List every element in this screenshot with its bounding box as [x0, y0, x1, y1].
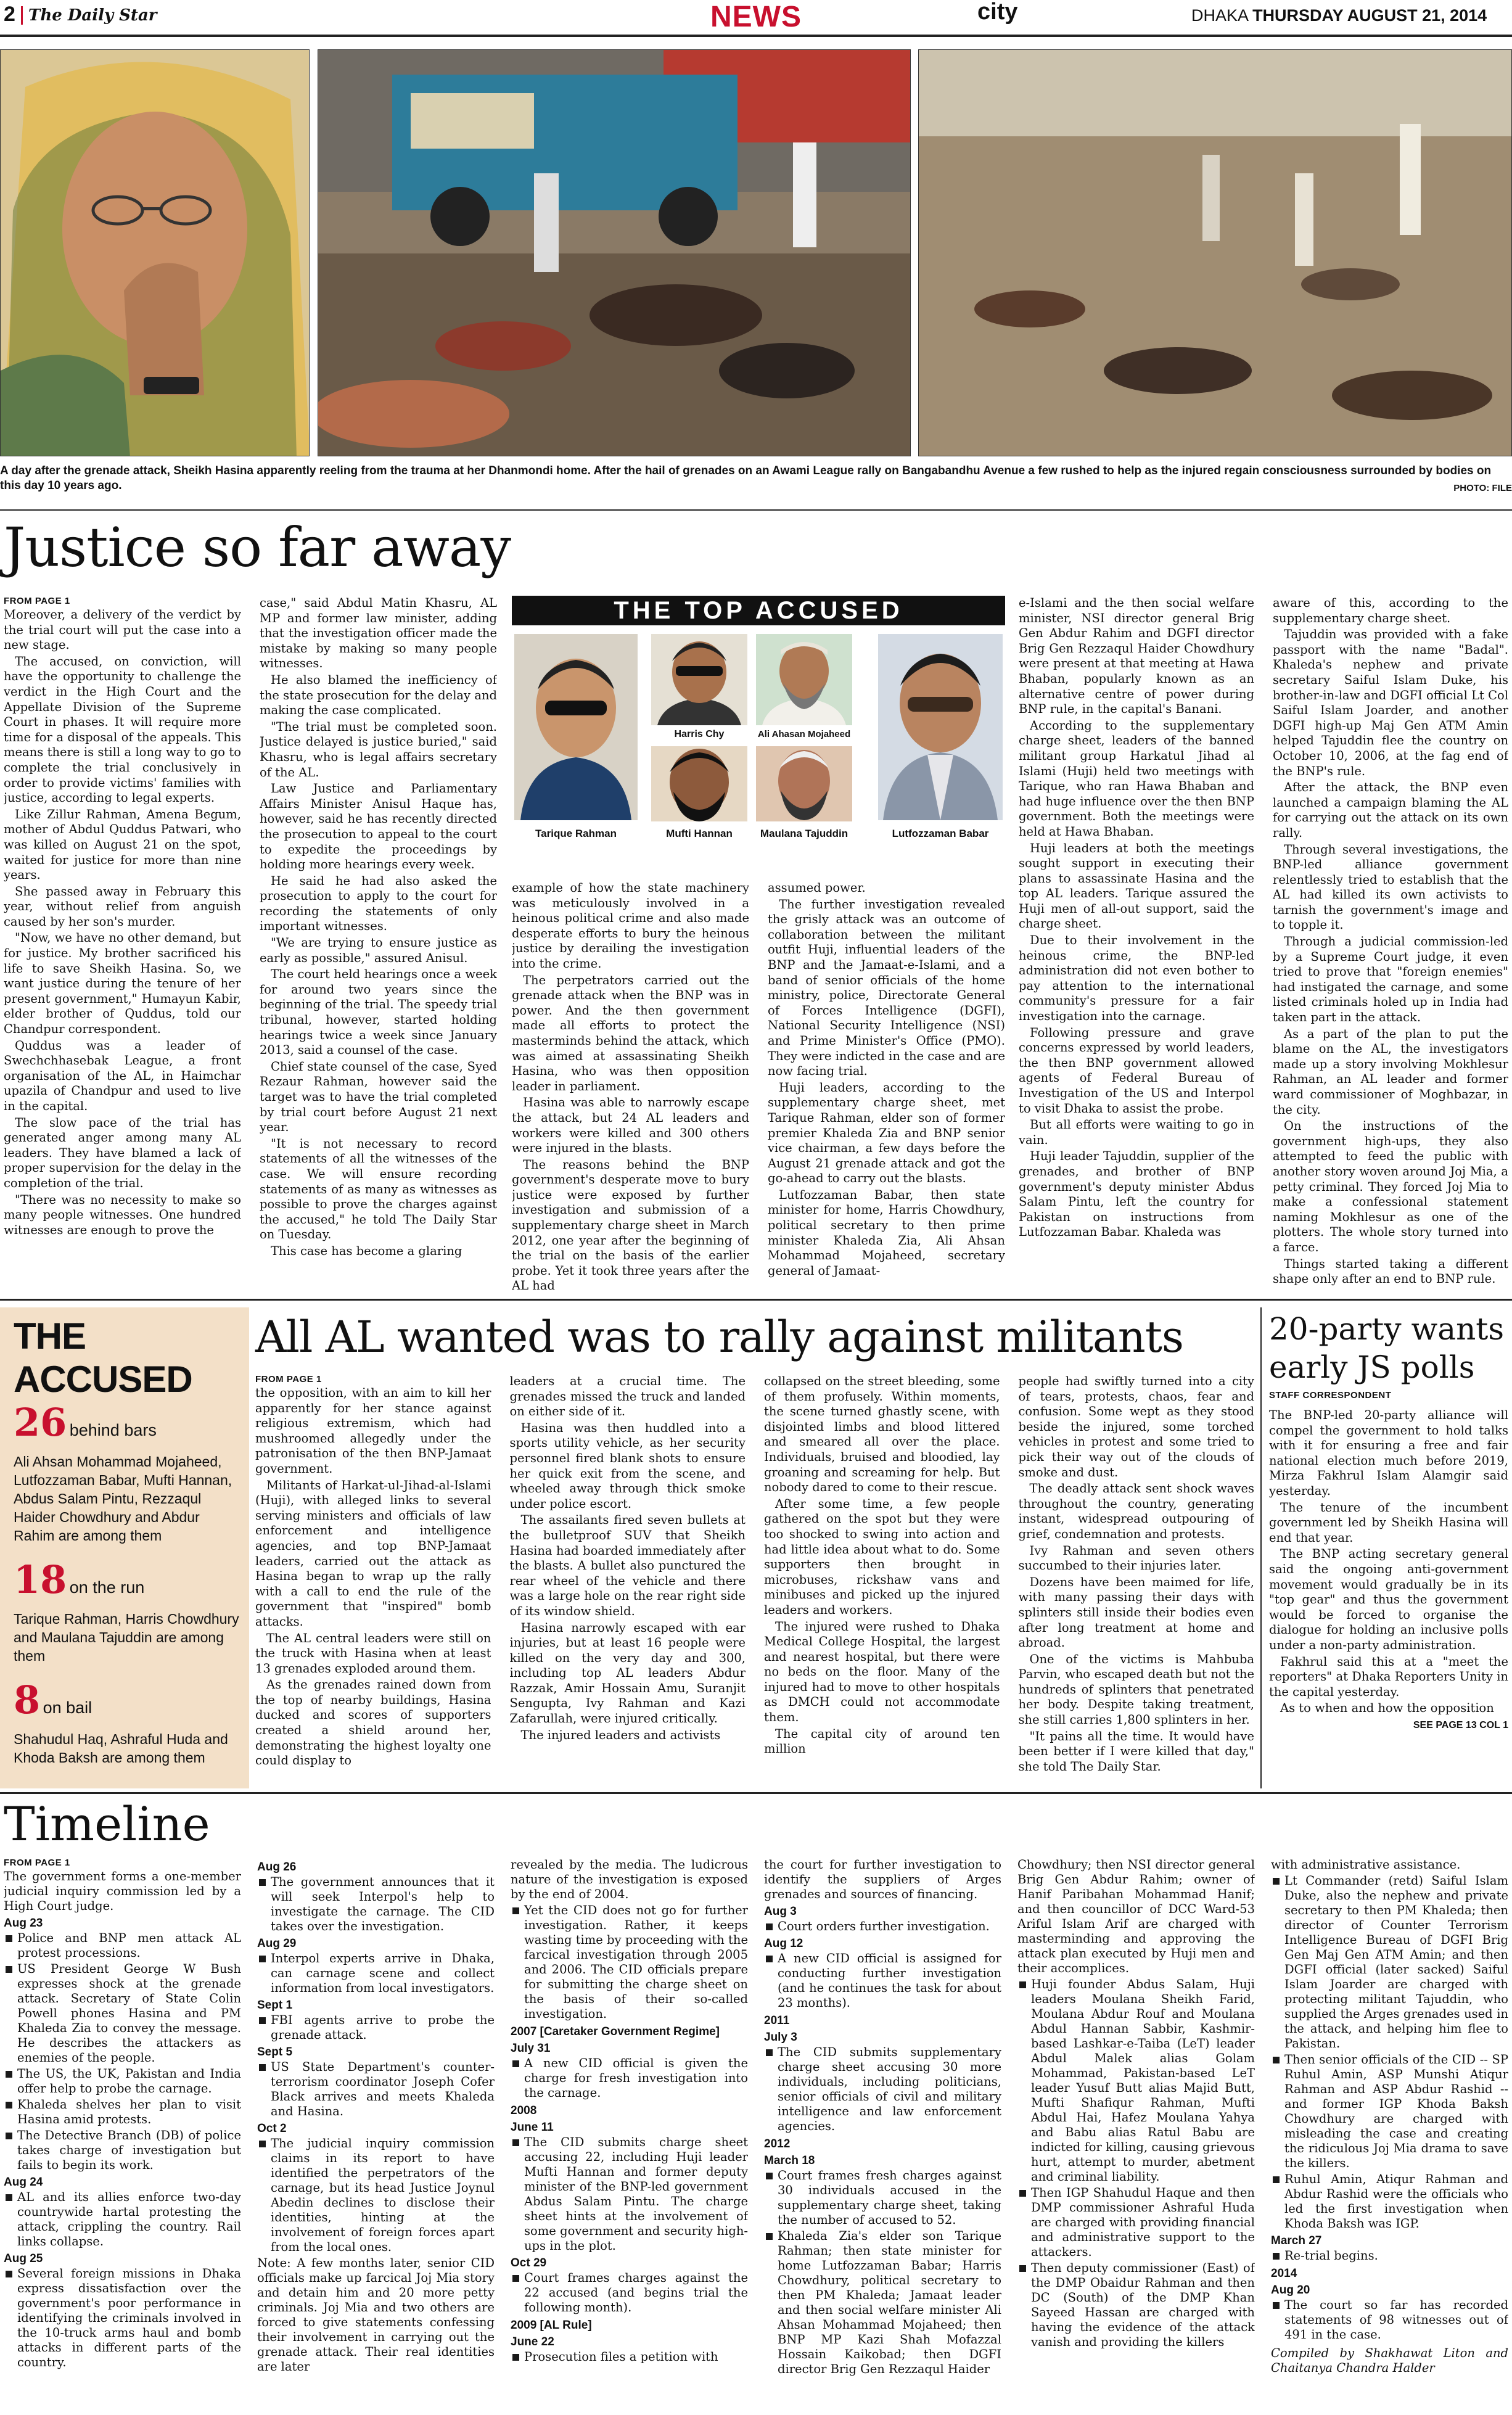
timeline-year: 2009 [AL Rule] [511, 2319, 592, 2332]
justice-para: case," said Abdul Matin Khasru, AL MP and former law minister, adding that the investigation officer made the mistake by making so many people witnesses. [260, 596, 497, 671]
accused-group [14, 1400, 240, 1545]
justice-from-page: FROM PAGE 1 [4, 596, 70, 606]
justice-para: The further investigation revealed the grisly attack was an outcome of collaboration between the militant outfit Huji, influential leaders of the BNP and the Jamaat-e-Islami, and a band of senior officials of the home ministry, police, Directorate General of Forces Intelligence (DGFI), National Security Intelligence (NSI) and Prime Minister's Office (PMO). They were indicted in the case and are now facing trial. [768, 897, 1005, 1079]
timeline-note: the court for further investigation to identify the suppliers of Arges grenades and sources of financing. [764, 1858, 1001, 1901]
timeline-date: Aug 29 [257, 1937, 297, 1950]
hannan-face-illustration [651, 746, 747, 821]
party20-headline: 20-party wants early JS polls [1269, 1311, 1505, 1385]
rally-para: Dozens have been maimed for life, with many passing their days with splinters still inside their bodies even after long treatment at home and abroad. [1018, 1574, 1254, 1650]
photo-credit: PHOTO: FILE [1453, 483, 1512, 493]
timeline-date: Sept 1 [257, 1999, 293, 2012]
rally-para: The injured leaders and activists [520, 1727, 721, 1742]
timeline-event: Court frames charges against the 22 accused (and begins trial the following month). [511, 2271, 748, 2315]
rally-col-4 [1019, 1374, 1255, 1788]
tajuddin-face-illustration [756, 746, 852, 821]
photo-caption-text: A day after the grenade attack, Sheikh Hasina apparently reeling from the trauma at her Dhanmondi home. After the hail of grenades on an Awami League rally on Bangabandhu Avenue a few rushed to help as the injured regain consciousness surrounded by bodies on this day 10 years ago. [0, 464, 1492, 492]
rally-para: The injured were rushed to Dhaka Medical College Hospital, the largest and nearest hospital, but there were no beds on the floor. Many of the injured had to move to other hospitals as DMCH could not accommodate them. [764, 1619, 1000, 1725]
justice-para: Moreover, a delivery of the verdict by the trial court will put the case into a new stage. [4, 607, 241, 652]
timeline-credit: Compiled by Shakhawat Liton and Chaitanya Chandra Halder [1271, 2346, 1508, 2375]
justice-para: "It is not necessary to record statements of all the witnesses of the case. We will ensure recording statements of as many as witnesses as possible to prove the charges against the accused," he told The Daily Star on Tuesday. [260, 1136, 497, 1242]
party20-para: The BNP-led 20-party alliance will compel the government to hold talks with it for ensuring a free and fair national election much before 2019, Mirza Fakhrul Islam Alamgir said yesterday. [1269, 1408, 1508, 1498]
rally-para: "It pains all the time. It would have been better if I were killed that day," she told The Daily Star. [1018, 1729, 1254, 1774]
accused-photo-tarique-rahman [514, 634, 638, 820]
rally-para: Hasina narrowly escaped with ear injuries, but at least 16 people were killed on the very day and 300, including top AL leaders Abdur Razzak, Amir Hossain Amu, Suranjit Sengupta, Ivy Rahman and Kazi Zafarullah, were injured critically. [509, 1620, 746, 1726]
justice-para: But all efforts were waiting to go in vain. [1019, 1117, 1254, 1147]
rally-para: One of the victims is Mahbuba Parvin, who escaped death but not the hundreds of splinters that penetrated her body. Despite taking treatment, she still carries 1,800 splinters in her. [1018, 1652, 1254, 1727]
timeline-event: The US, the UK, Pakistan and India offer help to probe the carnage. [4, 2067, 241, 2096]
timeline-event: Yet the CID does not go for further investigation. Rather, it keeps wasting time by proceeding with the farcical investigation through 2005 and 2006. The CID officials prepare for submitting the charge sheet on the basis of their so-called investigation. [511, 1903, 748, 2022]
timeline-year: 2011 [764, 2014, 790, 2027]
page-number: 2 [4, 2, 15, 26]
timeline-date: Aug 20 [1271, 2284, 1310, 2297]
timeline-col-4 [764, 1858, 1001, 2413]
justice-para: "We are trying to ensure justice as early as possible," assured Anisul. [260, 936, 497, 965]
timeline-event: US President George W Bush expresses shock at the grenade attack. Secretary of State Colin Powell phones Hasina and PM Khaleda Zia to convey the message. He describes the attackers as enemies of the people. [4, 1962, 241, 2065]
justice-para: Through a judicial commission-led by a Supreme Court judge, it even tried to prove that "foreign enemies" had instigated the carnage, and some listed criminals holed up in India had taken part in the attack. [1273, 934, 1508, 1025]
top-accused-heading: THE TOP ACCUSED [512, 596, 1005, 625]
rally-para: collapsed on the street bleeding, some of them profusely. Within moments, the scene turned ghastly scene, with disjointed limbs and blood littered and smeared all over the place. Individuals, bruised and bloodied, lay groaning and screaming for help. But nobody dared to come to their rescue. [764, 1374, 1000, 1495]
justice-para: example of how the state machinery was meticulously involved in a heinous political crime and also made desperate efforts to bury the heinous justice by derailing the investigation into the crime. [512, 881, 749, 971]
accused-count-label: behind bars [69, 1421, 157, 1439]
justice-col-3 [512, 881, 749, 1294]
justice-columns-middle [512, 881, 1005, 1294]
accused-photo-mufti-hannan [651, 746, 747, 821]
rally-para: The assailants fired seven bullets at the bulletproof SUV that Sheikh Hasina had boarded immediately after the blasts. A bullet also punctured the rear wheel of the vehicle and there was a large hole on the rear right side of its window shield. [509, 1513, 746, 1618]
timeline-heading: Timeline [4, 1796, 210, 1851]
accused-photo-maulana-tajuddin [756, 746, 852, 821]
timeline-year: 2012 [764, 2137, 791, 2150]
rally-col-1 [255, 1374, 491, 1788]
justice-para: Through several investigations, the BNP-led alliance government relentlessly tried to establish that the AL had killed its own activists to tarnish the government's image and to topple it. [1273, 842, 1508, 932]
justice-para: The slow pace of the trial has generated anger among many AL leaders. They have blamed a lack of proper supervision for the delay in the completion of the trial. [4, 1115, 241, 1190]
party20-para: Fakhrul said this at a "meet the reporters" at Dhaka Reporters Unity in the capital yesterday. [1269, 1654, 1508, 1699]
justice-para: Chief state counsel of the case, Syed Rezaur Rahman, however said the target was to have the trial completed by trial court before August 21 next year. [260, 1059, 497, 1135]
justice-para: Things started taking a different shape only after an end to BNP rule. [1273, 1256, 1508, 1286]
rally-headline: All AL wanted was to rally against militants [255, 1312, 1183, 1362]
timeline-event: US State Department's counter-terrorism coordinator Joseph Cofer Black arrives and meets Khaleda and Hasina. [257, 2060, 495, 2119]
timeline-note: revealed by the media. The ludicrous nature of the investigation is exposed by the end of 2004. [511, 1858, 748, 1901]
rally-para: leaders at a crucial time. The grenades missed the truck and landed on either side of it. [509, 1374, 746, 1419]
timeline-date: Oct 2 [257, 2122, 287, 2135]
justice-para: As a part of the plan to put the blame on the AL, the investigators made up a story involving Mokhlesur Rahman, an AL leader and former ward commissioner of Moghbazar, in the city. [1273, 1026, 1508, 1117]
timeline-event: The CID submits supplementary charge sheet accusing 30 more individuals, including politicians, senior officials of civil and military intelligence and law enforcement agencies. [764, 2045, 1001, 2134]
timeline-year: 2007 [Caretaker Government Regime] [511, 2025, 720, 2038]
timeline-event: Then IGP Shahudul Haque and then DMP commissioner Ashraful Huda are charged with providing financial and administrative support to the attackers. [1017, 2186, 1255, 2260]
timeline-event: Then deputy commissioner (East) of the DMP Obaidur Rahman and then DC (South) of the DMP Khan Sayeed Hassan are charged with having the evidence of the attack vanish and providing the killers [1017, 2261, 1255, 2350]
party20-para: The BNP acting secretary general said the ongoing anti-government movement would gradually be in its "top gear" and thus the government would be forced to organise the dialogue for holding an inclusive polls under a non-party administration. [1269, 1547, 1508, 1652]
rally-col-3 [764, 1374, 1000, 1788]
justice-para: He said he had also asked the prosecution to apply to the court for recording the statements of only important witnesses. [260, 873, 497, 934]
timeline-event: A new CID official is assigned for conducting further investigation (and he continues the task for about 23 months). [764, 1951, 1001, 2010]
accused-name-tarique-rahman: Tarique Rahman [535, 828, 617, 839]
justice-para: This case has become a glaring [271, 1243, 462, 1258]
avenue-photo-illustration [919, 50, 1512, 456]
timeline-date: June 11 [511, 2121, 554, 2134]
hasina-photo-illustration [1, 50, 310, 456]
timeline-event: Interpol experts arrive in Dhaka, can carnage scene and collect information from local investigators. [257, 1951, 495, 1996]
timeline-note: The government forms a one-member judicial inquiry commission led by a High Court judge. [4, 1869, 241, 1913]
justice-col-4 [768, 881, 1005, 1294]
dateline-city: DHAKA [1191, 6, 1248, 25]
timeline-date: Aug 25 [4, 2252, 43, 2265]
timeline-date: July 3 [764, 2031, 797, 2044]
party20-byline: STAFF CORRESPONDENT [1269, 1390, 1392, 1401]
party20-story [1269, 1310, 1508, 1788]
justice-col-6 [1273, 596, 1508, 1294]
justice-para: After the attack, the BNP even launched a campaign blaming the AL for carrying out the attack on its own rally. [1273, 780, 1508, 840]
timeline-event: Then senior officials of the CID -- SP Ruhul Amin, ASP Munshi Atiqur Rahman and ASP Abdur Rashid -- and former IGP Khoda Baksh Chowdhury are charged with misleading the case and creating the ridiculous Joj Mia drama to save the killers. [1271, 2052, 1508, 2171]
timeline-event: The Detective Branch (DB) of police takes charge of investigation but fails to begin its work. [4, 2128, 241, 2173]
justice-para: According to the supplementary charge sheet, leaders of the banned militant group Harkatul Jihad al Islami (Huji) held two meetings with Tarique, who ran Hawa Bhaban and had huge influence over the then BNP government. Both the meetings were held at Hawa Bhaban. [1019, 718, 1254, 839]
justice-para: The perpetrators carried out the grenade attack when the BNP was in power. And the then government made all efforts to protect the masterminds behind the attack, which was aimed at assassinating Sheikh Hasina, who was then opposition leader in parliament. [512, 973, 749, 1093]
justice-para: Tajuddin was provided with a fake passport with the name "Badal". Khaleda's nephew and private secretary Saiful Islam Duke, his brother-in-law and DGFI official Lt Col Saiful Islam Joarder, and another DGFI high-up Maj Gen ATM Amin helped Tajuddin flee the country on October 10, 2006, at the fag end of the BNP's rule. [1273, 627, 1508, 778]
rally-para: After some time, a few people gathered on the spot but they were too shocked to swing into action and had little idea about what to do. Some supporters then brought in microbuses, rickshaw vans and minibuses and picked up the injured leaders and workers. [764, 1496, 1000, 1617]
timeline-event: The government announces that it will seek Interpol's help to investigate the carnage. The CID takes over the investigation. [257, 1875, 495, 1934]
timeline-col-3 [511, 1858, 748, 2413]
justice-col-1 [4, 596, 241, 1294]
rally-para: The AL central leaders were still on the truck with Hasina when at least 13 grenades exploded around them. [255, 1631, 491, 1676]
justice-col-5 [1019, 596, 1254, 1294]
accused-name-ali-ahasan-mojaheed: Ali Ahasan Mojaheed [757, 729, 851, 739]
timeline-col-2 [257, 1858, 495, 2413]
timeline-event: Court frames fresh charges against 30 individuals accused in the supplementary charge sheet, taking the number of accused to 52. [764, 2168, 1001, 2228]
masthead-rule [0, 35, 1512, 37]
dateline [1191, 6, 1487, 25]
section-rule-2 [0, 1792, 1512, 1794]
timeline-event: Police and BNP men attack AL protest processions. [4, 1931, 241, 1960]
justice-para: Huji leaders at both the meetings sought support in executing their plans to assassinate Hasina and the top AL leaders. Tarique assured the Huji men of all-out support, said the charge sheet. [1019, 841, 1254, 931]
timeline-date: Aug 26 [257, 1861, 297, 1874]
accused-names: Ali Ahsan Mohammad Mojaheed, Lutfozzaman Babar, Mufti Hannan, Abdus Salam Pintu, Rezzaqul Haider Chowdhury and Abdur Rahim are among them [14, 1454, 232, 1544]
justice-para: On the instructions of the government high-ups, they also attempted to feed the public with another story woven around Joj Mia, a petty criminal. They forced Joj Mia to make a confessional statement naming Mokhlesur as one of the plotters. The whole story turned into a farce. [1273, 1119, 1508, 1254]
justice-para: Due to their involvement in the heinous crime, the BNP-led administration did not even bother to pay attention to the international community's pressure for a fair investigation into the carnage. [1019, 933, 1254, 1024]
timeline-note: with administrative assistance. [1271, 1858, 1461, 1872]
justice-para: Quddus was a leader of Swechchhasebak League, a front organisation of the AL, in Haimchar upazila of Chandpur and used to live in the capital. [4, 1038, 241, 1113]
accused-count: 18 [14, 1557, 67, 1602]
timeline-date: Sept 5 [257, 2046, 293, 2059]
timeline-date: Aug 12 [764, 1937, 803, 1950]
rally-from-page: FROM PAGE 1 [255, 1374, 322, 1384]
rally-col-2 [510, 1374, 746, 1788]
photo-caption-rule [0, 509, 1512, 511]
timeline-event: Khaleda Zia's elder son Tarique Rahman; then state minister for home Lutfozzaman Babar; Harris Chowdhury, political secretary to then PM Khaleda; Jamaat leader and then social welfare minister Ali Ahsan Mohammad Mojaheed; then BNP MP Kazi Shah Mofazzal Hossain Kaikobad; then DGFI director Brig Gen Rezzaqul Haider [764, 2229, 1001, 2377]
timeline-event: Ruhul Amin, Atiqur Rahman and Abdur Rashid were the officials who led the first investigation when Khoda Baksh was IGP. [1271, 2172, 1508, 2231]
justice-para: "The trial must be completed soon. Justice delayed is justice buried," said Khasru, who is legal affairs secretary of the AL. [260, 719, 497, 780]
timeline-event: Huji founder Abdus Salam, Huji leaders Moulana Sheikh Farid, Moulana Abdur Rouf and Moulana Abdul Hannan Sabbir, Kashmir-based Lashkar-e-Taiba (LeT) leader Abdul Malek alias Golam Mohammad, Pakistan-based LeT leader Yusuf Butt alias Majid Butt, Mufti Shafiqur Rahman, Mufti Abdul Hai, Hafez Moulana Yahya and Babu alias Ratul Babu are indicted for killing, causing grievous hurt, attempt to murder, abetment and criminal liability. [1017, 1977, 1255, 2184]
paper-name: The Daily Star [28, 6, 157, 25]
timeline-col-5 [1017, 1858, 1255, 2413]
justice-para: He also blamed the inefficiency of the state prosecution for the delay and making the case complicated. [260, 672, 497, 718]
justice-para: assumed power. [768, 881, 866, 895]
party20-body [1269, 1408, 1508, 1718]
accused-names: Tarique Rahman, Harris Chowdhury and Maulana Tajuddin are among them [14, 1611, 239, 1664]
timeline-event: The court so far has recorded statements of 98 witnesses out of 491 in the case. [1271, 2298, 1508, 2342]
rally-para: Hasina was then huddled into a sports utility vehicle, as her security personnel fired blank shots to ensure her quick exit from the scene, and wheeled away through thick smoke under police escort. [509, 1420, 746, 1511]
accused-group [14, 1557, 240, 1665]
accused-group [14, 1677, 240, 1767]
party20-divider [1260, 1307, 1262, 1788]
justice-para: Lutfozzaman Babar, then state minister for home, Harris Chowdhury, political secretary to then prime minister Khaleda Zia, Ali Ahsan Mohammad Mojaheed, secretary general of Jamaat- [768, 1187, 1005, 1278]
rally-para: Ivy Rahman and seven others succumbed to their injuries later. [1018, 1543, 1254, 1573]
timeline-from-page: FROM PAGE 1 [4, 1858, 70, 1868]
rally-para: The capital city of around ten million [764, 1726, 1000, 1756]
timeline-date: Aug 23 [4, 1917, 43, 1930]
timeline-event: Khaleda shelves her plan to visit Hasina amid protests. [4, 2097, 241, 2127]
accused-photo-ali-ahasan-mojaheed [756, 634, 852, 725]
accused-name-mufti-hannan: Mufti Hannan [666, 828, 733, 839]
rally-para: Militants of Harkat-ul-Jihad-al-Islami (Huji), with alleged links to several serving ministers and officials of law enforcement and intelligence agencies, and top BNP-Jamaat leaders, carried out the attack as Hasina began to wrap up the rally with a call to end the rule of the government that "inspired" bomb attacks. [255, 1478, 491, 1629]
timeline-event: The judicial inquiry commission claims in its report to have identified the perpetrators of the carnage, but its head Justice Joynul Abedin declines to disclose their identities, hinting at the involvement of foreign forces apart from the local ones. [257, 2136, 495, 2255]
subsection-name: city [977, 0, 1018, 25]
tarique-face-illustration [514, 634, 638, 820]
timeline-col-6 [1271, 1858, 1508, 2413]
justice-para: Huji leader Tajuddin, supplier of the grenades, and brother of BNP government's deputy minister Abdus Salam Pintu, left the country for Pakistan on instructions from Lutfozzaman Babar. Khaleda was [1019, 1149, 1254, 1240]
timeline-event: Lt Commander (retd) Saiful Islam Duke, also the nephew and private secretary to then PM Khaleda; then director of Counter Terrorism Intelligence Bureau of DGFI Brig Gen Maj Gen ATM Amin; and then DGFI official (later sacked) Saiful Islam Joarder are charged with protecting militant Tajuddin, who supplied the Arges grenades used in the attack, and helping him flee to Pakistan. [1271, 1874, 1508, 2051]
rally-columns [255, 1374, 1254, 1788]
timeline-date: Oct 29 [511, 2257, 547, 2269]
timeline-columns [4, 1858, 1508, 2413]
masthead [0, 0, 1512, 35]
timeline-year: 2008 [511, 2104, 537, 2117]
section-rule-1 [0, 1299, 1512, 1301]
accused-names: Shahudul Haq, Ashraful Huda and Khoda Baksh are among them [14, 1731, 228, 1766]
accused-box [0, 1307, 249, 1788]
accused-photo-harris-chy [651, 634, 747, 725]
accused-count-label: on bail [43, 1698, 92, 1717]
accused-count: 8 [14, 1677, 41, 1722]
justice-columns-right [1019, 596, 1508, 1294]
timeline-event: The CID submits charge sheet accusing 22, including Huji leader Mufti Hannan and former deputy minister of the BNP-led government Abdus Salam Pintu. The charge sheet hints at the involvement of some government and security high-ups in the plot. [511, 2135, 748, 2253]
justice-para: The reasons behind the BNP government's desperate move to bury justice were exposed by further investigation and submission of a supplementary charge sheet in March 2012, one year after the beginning of the trial on the basis of the earlier probe. Yet it took three years after the AL had [512, 1157, 749, 1293]
accused-name-lutfozzaman-babar: Lutfozzaman Babar [892, 828, 989, 839]
timeline-note: Chowdhury; then NSI director general Brig Gen Abdur Rahim; owner of Hanif Paribahan Mohammad Hanif; and then councillor of DCC Ward-53 Ariful Islam Arif are charged with masterminding and approving the attack plan executed by Huji men and their accomplices. [1017, 1858, 1255, 1975]
justice-para: The accused, on conviction, will have the opportunity to challenge the verdict in the High Court and the Appellate Division of the Supreme Court in phases. It will require more time for a disposal of the appeals. This means there is still a long way to go to complete the trial conclusively in order to provide victims' families with justice, according to legal experts. [4, 654, 241, 805]
justice-para: Following pressure and grave concerns expressed by world leaders, the then BNP government allowed agents of Federal Bureau of Investigation of the US and Interpol to visit Dhaka to assist the probe. [1019, 1025, 1254, 1116]
justice-para: "There was no necessity to make so many people witnesses. One hundred witnesses are enough to prove the [4, 1192, 241, 1237]
timeline-note: Note: A few months later, senior CID officials make up farcical Joj Mia story and detain him and 20 more petty criminals. Joj Mia and two others are forced to give statements confessing their involvement in carrying out the grenade attack. Their real identities are later [257, 2256, 495, 2374]
photo-injured-on-avenue [918, 49, 1512, 456]
timeline-col-1 [4, 1858, 241, 2413]
justice-para: Like Zillur Rahman, Amena Begum, mother of Abdul Quddus Patwari, who was killed on August 21 on the spot, waited for justice for more than nine years. [4, 807, 241, 882]
rally-para: As the grenades rained down from the top of nearby buildings, Hasina ducked and scores of supporters created a shield around her, demonstrating the highest loyalty one could display to [255, 1677, 491, 1768]
party20-jump[interactable]: SEE PAGE 13 COL 1 [1413, 1719, 1508, 1730]
justice-para: Hasina was able to narrowly escape the attack, but 24 AL leaders and workers were killed and 300 others were injured in the blasts. [512, 1095, 749, 1156]
timeline-event: AL and its allies enforce two-day countrywide hartal protesting the attack, crippling the country. Rail links collapse. [4, 2190, 241, 2249]
accused-box-title: THE ACCUSED [14, 1315, 192, 1400]
timeline-date: July 31 [511, 2042, 551, 2055]
timeline-event: Several foreign missions in Dhaka express dissatisfaction over the government's poor performance in identifying the criminals involved in the 10-truck arms haul and bomb attacks in different parts of the country. [4, 2266, 241, 2370]
photo-grenade-aftermath-truck [318, 49, 911, 456]
timeline-event: Re-trial begins. [1271, 2248, 1508, 2263]
harris-face-illustration [651, 634, 747, 725]
justice-para: "Now, we have no other demand, but for justice. My brother sacrificed his life to save Sheikh Hasina. So, we want justice during the tenure of her present government," Humayun Kabir, elder brother of Quddus, told our Chandpur correspondent. [4, 931, 241, 1037]
party20-para: As to when and how the opposition [1280, 1701, 1494, 1716]
timeline-event: Prosecution files a petition with [511, 2350, 748, 2364]
timeline-date: Aug 3 [764, 1905, 797, 1918]
mojaheed-face-illustration [756, 634, 852, 725]
section-name: NEWS [710, 1, 802, 33]
accused-count-label: on the run [69, 1578, 145, 1597]
accused-name-maulana-tajuddin: Maulana Tajuddin [760, 828, 848, 839]
timeline-date: Aug 24 [4, 2176, 43, 2189]
justice-para: She passed away in February this year, without relief from anguish caused by her son's murder. [4, 884, 241, 929]
timeline-event: FBI agents arrive to probe the grenade attack. [257, 2013, 495, 2043]
photo-hasina-reeling [0, 49, 310, 456]
page-number-divider [21, 6, 23, 25]
timeline-year: 2014 [1271, 2267, 1297, 2280]
justice-para: Law Justice and Parliamentary Affairs Minister Anisul Haque has, however, said he has recently directed the prosecution to appeal to the court to expedite the proceedings by holding more hearings every week. [260, 781, 497, 872]
justice-para: Huji leaders, according to the supplementary charge sheet, met Tarique Rahman, elder son of former premier Khaleda Zia and BNP senior vice chairman, a few days before the August 21 grenade attack and got the go-ahead to carry out the blasts. [768, 1080, 1005, 1186]
timeline-date: March 18 [764, 2154, 815, 2167]
party20-para: The tenure of the incumbent government led by Sheikh Hasina will end that year. [1269, 1500, 1508, 1545]
dateline-date: THURSDAY AUGUST 21, 2014 [1252, 6, 1487, 25]
aftermath-photo-illustration [318, 50, 911, 456]
timeline-date: March 27 [1271, 2234, 1322, 2247]
rally-para: the opposition, with an aim to kill her apparently for her stance against religious extremism, which had mushroomed allegedly under the patronisation of the then BNP-Jamaat government. [255, 1386, 491, 1476]
rally-para: people had swiftly turned into a city of tears, protests, chaos, fear and confusion. Some wept as they stood beside the injured, some torched vehicles in protest and some tried to pick their way out of the clouds of smoke and dust. [1018, 1374, 1254, 1479]
accused-name-harris-chy: Harris Chy [674, 729, 725, 739]
justice-para: aware of this, according to the supplementary charge sheet. [1273, 596, 1508, 625]
top-accused-panel [512, 596, 1005, 867]
babar-face-illustration [878, 634, 1003, 820]
timeline-date: June 22 [511, 2335, 554, 2348]
justice-para: The court held hearings once a week for around two years since the beginning of the trial. The speedy trial tribunal, however, started holding hearings twice a week since January 2013, said a counsel of the case. [260, 967, 497, 1058]
timeline-event: Court orders further investigation. [764, 1919, 1001, 1934]
rally-para: The deadly attack sent shock waves throughout the country, generating instant, widespread outpouring of grief, condemnation and protests. [1018, 1481, 1254, 1541]
timeline-event: A new CID official is given the charge for fresh investigation into the carnage. [511, 2056, 748, 2100]
accused-photo-lutfozzaman-babar [878, 634, 1003, 820]
justice-headline: Justice so far away [4, 516, 511, 579]
justice-columns-left [4, 596, 497, 1294]
justice-col-2 [260, 596, 497, 1294]
photo-caption [0, 464, 1512, 496]
justice-para: e-Islami and the then social welfare minister, NSI director general Brig Gen Abdur Rahim and DGFI director Brig Gen Rezzaqul Haider Chowdhury were present at that meeting at Hawa Bhaban, popularly known as an alternative centre of power during BNP rule, in the capital's Banani. [1019, 596, 1254, 717]
accused-count: 26 [14, 1400, 67, 1445]
